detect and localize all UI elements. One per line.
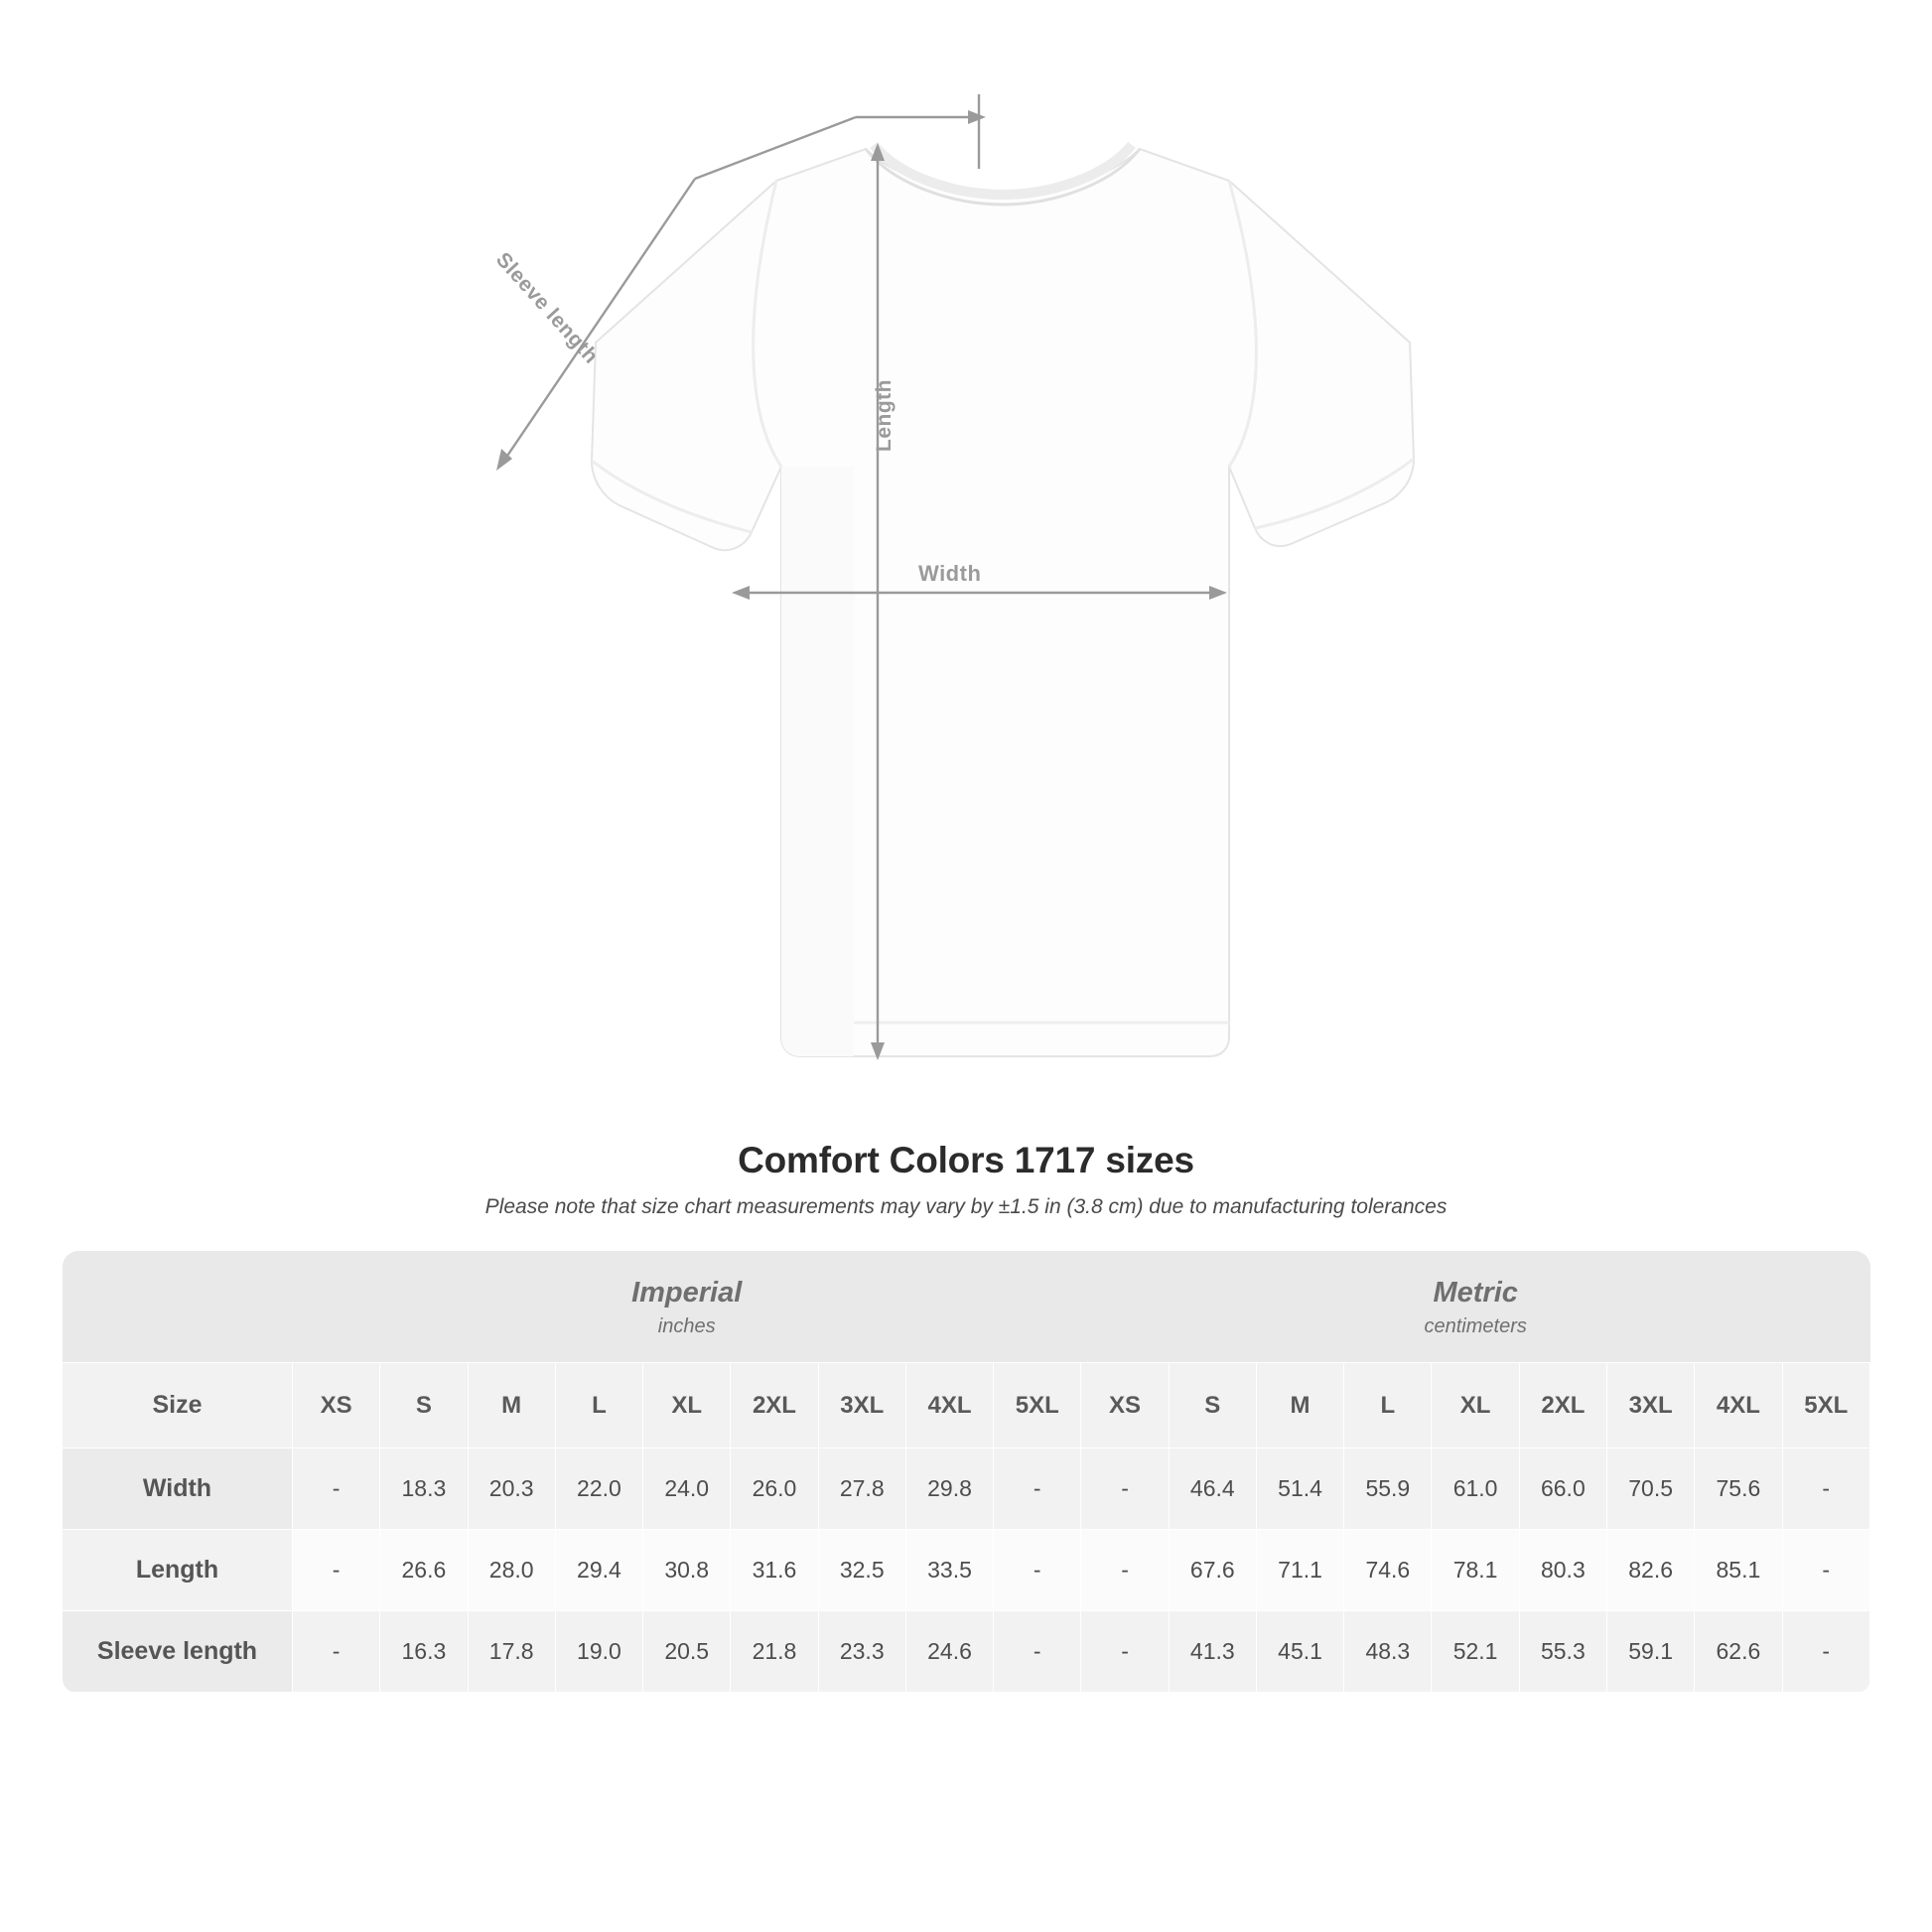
measurement-cell: - [1782, 1449, 1869, 1530]
size-column-header-imperial-4xl: 4XL [905, 1363, 993, 1449]
measurement-cell: 23.3 [818, 1611, 905, 1693]
size-column-header-metric-xs: XS [1081, 1363, 1169, 1449]
measurement-cell: 32.5 [818, 1530, 905, 1611]
measurement-cell: - [1081, 1530, 1169, 1611]
measurement-cell: 20.3 [468, 1449, 555, 1530]
title-block [0, 1140, 1932, 1219]
size-column-header-metric-m: M [1256, 1363, 1343, 1449]
measurement-cell: 22.0 [555, 1449, 642, 1530]
unit-row-spacer [63, 1251, 293, 1363]
size-header-cell: Size [63, 1363, 293, 1449]
measurement-cell: 41.3 [1169, 1611, 1256, 1693]
measurement-cell: 17.8 [468, 1611, 555, 1693]
measurement-cell: 27.8 [818, 1449, 905, 1530]
measurement-cell: - [1081, 1611, 1169, 1693]
size-column-header-metric-l: L [1344, 1363, 1432, 1449]
measurement-cell: 52.1 [1432, 1611, 1519, 1693]
size-column-header-metric-2xl: 2XL [1519, 1363, 1606, 1449]
measurement-cell: 59.1 [1606, 1611, 1694, 1693]
table-row [63, 1449, 1870, 1530]
tshirt-shape [592, 145, 1414, 1056]
size-header-row [63, 1363, 1870, 1449]
measurement-cell: 75.6 [1695, 1449, 1782, 1530]
measurement-cell: - [293, 1449, 380, 1530]
measurement-cell: 33.5 [905, 1530, 993, 1611]
measurement-cell: 82.6 [1606, 1530, 1694, 1611]
tolerance-note: Please note that size chart measurements may vary by ±1.5 in (3.8 cm) due to manufacturing tolerances [484, 1195, 1448, 1218]
size-column-header-metric-xl: XL [1432, 1363, 1519, 1449]
measurement-cell: 30.8 [643, 1530, 731, 1611]
measurement-cell: - [1782, 1530, 1869, 1611]
measurement-cell: 80.3 [1519, 1530, 1606, 1611]
measurement-cell: 46.4 [1169, 1449, 1256, 1530]
measurement-cell: - [1782, 1611, 1869, 1693]
measurement-cell: 66.0 [1519, 1449, 1606, 1530]
measurement-cell: 18.3 [380, 1449, 468, 1530]
size-column-header-imperial-xs: XS [293, 1363, 380, 1449]
measurement-cell: - [293, 1611, 380, 1693]
size-column-header-metric-s: S [1169, 1363, 1256, 1449]
measurement-cell: 67.6 [1169, 1530, 1256, 1611]
unit-header-imperial [293, 1251, 1081, 1363]
measurement-cell: 55.9 [1344, 1449, 1432, 1530]
unit-name: Metric [1433, 1277, 1518, 1309]
measurement-cell: 20.5 [643, 1611, 731, 1693]
measurement-cell: 78.1 [1432, 1530, 1519, 1611]
size-chart-table-wrapper [62, 1251, 1870, 1693]
size-column-header-imperial-l: L [555, 1363, 642, 1449]
row-label-length: Length [63, 1530, 293, 1611]
measurement-cell: 61.0 [1432, 1449, 1519, 1530]
measurement-cell: 31.6 [731, 1530, 818, 1611]
measurement-cell: 62.6 [1695, 1611, 1782, 1693]
size-column-header-imperial-2xl: 2XL [731, 1363, 818, 1449]
unit-subtitle: inches [657, 1315, 716, 1337]
size-column-header-imperial-s: S [380, 1363, 468, 1449]
measurement-cell: 70.5 [1606, 1449, 1694, 1530]
measurement-cell: 24.6 [905, 1611, 993, 1693]
measurement-cell: 26.0 [731, 1449, 818, 1530]
page-title: Comfort Colors 1717 sizes [738, 1140, 1194, 1180]
size-column-header-imperial-xl: XL [643, 1363, 731, 1449]
unit-subtitle: centimeters [1424, 1315, 1527, 1337]
width-dimension-label: Width [918, 561, 982, 586]
size-column-header-metric-3xl: 3XL [1606, 1363, 1694, 1449]
sleeve-length-dimension-label: Sleeve length [490, 248, 603, 368]
measurement-cell: 29.8 [905, 1449, 993, 1530]
unit-header-metric [1081, 1251, 1870, 1363]
measurement-cell: 45.1 [1256, 1611, 1343, 1693]
measurement-cell: 51.4 [1256, 1449, 1343, 1530]
table-row [63, 1611, 1870, 1693]
unit-name: Imperial [631, 1277, 743, 1309]
measurement-cell: 48.3 [1344, 1611, 1432, 1693]
measurement-cell: - [1081, 1449, 1169, 1530]
measurement-cell: - [293, 1530, 380, 1611]
size-column-header-imperial-5xl: 5XL [994, 1363, 1081, 1449]
size-column-header-imperial-m: M [468, 1363, 555, 1449]
measurement-cell: - [994, 1611, 1081, 1693]
measurement-cell: - [994, 1449, 1081, 1530]
size-column-header-imperial-3xl: 3XL [818, 1363, 905, 1449]
measurement-cell: 74.6 [1344, 1530, 1432, 1611]
measurement-cell: - [994, 1530, 1081, 1611]
size-column-header-metric-5xl: 5XL [1782, 1363, 1869, 1449]
measurement-cell: 26.6 [380, 1530, 468, 1611]
row-label-width: Width [63, 1449, 293, 1530]
measurement-cell: 29.4 [555, 1530, 642, 1611]
measurement-cell: 71.1 [1256, 1530, 1343, 1611]
length-dimension-label: Length [873, 379, 896, 452]
measurement-cell: 24.0 [643, 1449, 731, 1530]
measurement-cell: 21.8 [731, 1611, 818, 1693]
measurement-cell: 28.0 [468, 1530, 555, 1611]
measurement-cell: 85.1 [1695, 1530, 1782, 1611]
size-column-header-metric-4xl: 4XL [1695, 1363, 1782, 1449]
measurement-cell: 55.3 [1519, 1611, 1606, 1693]
unit-header-row [63, 1251, 1870, 1363]
size-chart-table [62, 1251, 1870, 1693]
measurement-cell: 19.0 [555, 1611, 642, 1693]
row-label-sleeve-length: Sleeve length [63, 1611, 293, 1693]
measurement-cell: 16.3 [380, 1611, 468, 1693]
table-row [63, 1530, 1870, 1611]
